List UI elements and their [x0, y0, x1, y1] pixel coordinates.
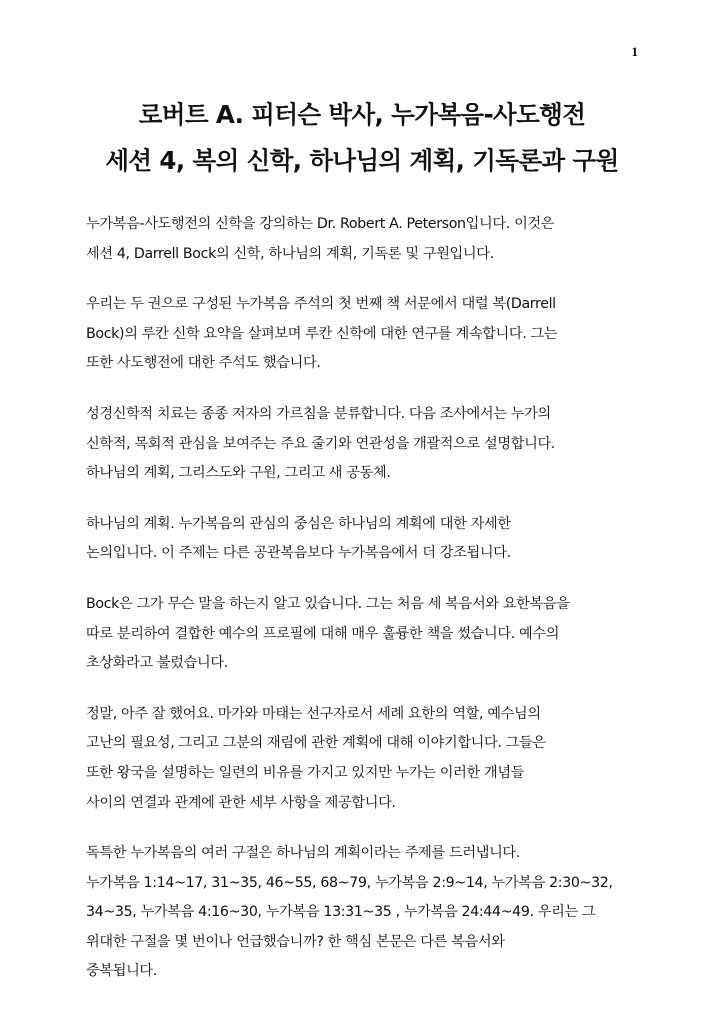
paragraph: [86, 210, 646, 269]
title-line-1: 로버트 A. 피터슨 박사, 누가복음-사도행전: [138, 100, 586, 129]
paragraph-line: 논의입니다. 이 주제는 다른 공관복음보다 누가복음에서 더 강조됩니다.: [86, 545, 511, 562]
page-number: 1: [631, 44, 638, 59]
paragraph-line: 성경신학적 치료는 종종 저자의 가르침을 분류합니다. 다음 조사에서는 누가의: [86, 405, 551, 422]
paragraph-line: 누가복음-사도행전의 신학을 강의하는 Dr. Robert A. Peterson입니다. 이것은: [86, 216, 555, 232]
paragraph: [86, 590, 646, 679]
paragraph: [86, 700, 646, 818]
paragraph-line: 위대한 구절을 몇 번이나 언급했습니까? 한 핵심 본문은 다른 복음서와: [86, 933, 505, 950]
paragraph-line: 누가복음 1:14~17, 31~35, 46~55, 68~79, 누가복음 2:9~14, 누가복음 2:30~32,: [86, 874, 613, 891]
paragraph-line: 초상화라고 불렀습니다.: [86, 655, 228, 672]
paragraph-line: 신학적, 목회적 관심을 보여주는 주요 줄기와 연관성을 개괄적으로 설명합니다.: [86, 435, 555, 452]
document-title: [60, 92, 664, 184]
paragraph-line: 하나님의 계획. 누가복음의 관심의 중심은 하나님의 계획에 대한 자세한: [86, 515, 511, 532]
paragraph-line: 34~35, 누가복음 4:16~30, 누가복음 13:31~35 , 누가복음 24:44~49. 우리는 그: [86, 904, 596, 921]
paragraph-line: Bock은 그가 무슨 말을 하는지 알고 있습니다. 그는 처음 세 복음서와 요한복음을: [86, 595, 570, 612]
paragraph-line: 정말, 아주 잘 했어요. 마가와 마태는 선구자로서 세례 요한의 역할, 예수님의: [86, 705, 541, 722]
document-body: [86, 210, 646, 1008]
paragraph-line: 사이의 연결과 관계에 관한 세부 사항을 제공합니다.: [86, 794, 396, 811]
paragraph: [86, 839, 646, 987]
paragraph-line: 우리는 두 권으로 구성된 누가복음 주석의 첫 번째 책 서문에서 대럴 복(Darrell: [86, 296, 556, 313]
paragraph: [86, 400, 646, 489]
paragraph: [86, 510, 646, 569]
paragraph-line: 고난의 필요성, 그리고 그분의 재림에 관한 계획에 대해 이야기합니다. 그들은: [86, 735, 546, 752]
paragraph-line: 세션 4, Darrell Bock의 신학, 하나님의 계획, 기독론 및 구원입니다.: [86, 245, 494, 262]
paragraph-line: 또한 왕국을 설명하는 일련의 비유를 가지고 있지만 누가는 이러한 개념들: [86, 764, 525, 781]
paragraph-line: Bock)의 루칸 신학 요약을 살펴보며 루칸 신학에 대한 연구를 계속합니다. 그는: [86, 325, 558, 342]
title-line-2: 세션 4, 복의 신학, 하나님의 계획, 기독론과 구원: [105, 146, 619, 175]
paragraph-line: 하나님의 계획, 그리스도와 구원, 그리고 새 공동체.: [86, 465, 391, 482]
paragraph-line: 또한 사도행전에 대한 주석도 했습니다.: [86, 355, 321, 372]
paragraph-line: 따로 분리하여 결합한 예수의 프로필에 대해 매우 훌륭한 책을 썼습니다. 예수의: [86, 625, 560, 642]
paragraph-line: 독특한 누가복음의 여러 구절은 하나님의 계획이라는 주제를 드러냅니다.: [86, 845, 520, 862]
paragraph-line: 중복됩니다.: [86, 963, 157, 980]
paragraph: [86, 290, 646, 379]
